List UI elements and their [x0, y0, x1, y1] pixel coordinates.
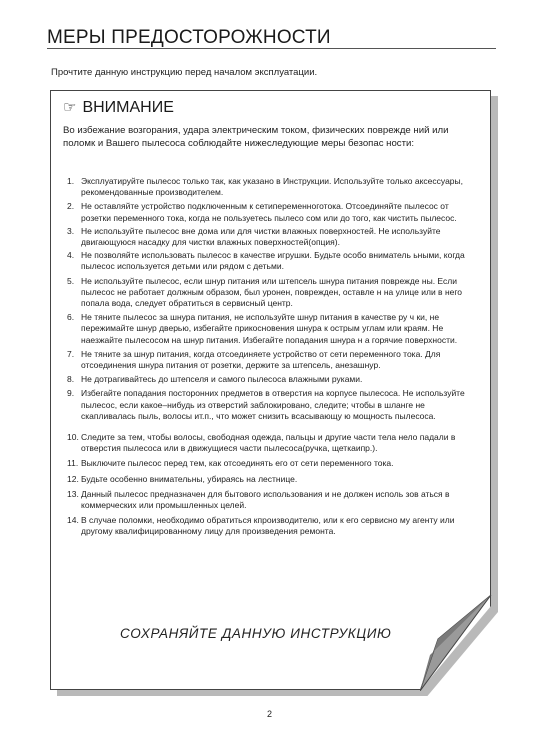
item-number: 14. — [67, 515, 79, 526]
item-text: Не тяните за шнур питания, когда отсоединяете устройство от сети переменного тока. Для отсоединения шнура питания от розетки, держите за штепсель, анезашнур. — [81, 348, 441, 371]
item-number: 12. — [67, 473, 79, 484]
warning-heading-label: ВНИМАНИЕ — [82, 99, 174, 116]
item-number: 10. — [67, 432, 79, 443]
item-number: 5. — [67, 275, 75, 286]
item-number: 9. — [67, 388, 75, 399]
list-item — [67, 388, 477, 422]
list-item — [67, 515, 477, 537]
title-rule — [47, 48, 496, 49]
list-item — [67, 250, 477, 272]
item-text: Выключите пылесос перед тем, как отсоединять его от сети переменного тока. — [81, 458, 394, 469]
intro-text: Прочтите данную инструкцию перед началом эксплуатации. — [51, 67, 318, 78]
list-item — [67, 276, 477, 310]
item-number: 2. — [67, 201, 75, 212]
list-item — [67, 374, 477, 385]
item-text: Избегайте попадания посторонних предметов в отверстия на корпусе пылесоса. Не используйте пылесос, если какое–нибудь из отверстий заблокировано, следите; чтобы в шланге не скапливалась пыль, волосы ит.п., что может снизить всасывающу ю мощность пылесоса. — [81, 388, 465, 421]
item-text: Эксплуатируйте пылесос только так, как указано в Инструкции. Используйте только аксессуары, рекомендованные производителем. — [81, 176, 463, 198]
item-number: 8. — [67, 374, 75, 385]
save-instructions-note: СОХРАНЯЙТЕ ДАННУЮ ИНСТРУКЦИЮ — [120, 626, 392, 641]
list-item — [67, 312, 477, 346]
page-number: 2 — [267, 709, 273, 719]
item-text: Не оставляйте устройство подключенным к сетипеременноготока. Отсоединяйте пылесос от розетки переменного тока, когда не пользуетесь пылесо сом или до того, как чистить пылесос. — [81, 201, 457, 223]
item-text: Данный пылесос предназначен для бытового использования и не должен исполь зов аться в коммерческих или промышленных целей. — [81, 488, 450, 511]
item-number: 4. — [67, 250, 75, 261]
list-item — [67, 349, 477, 371]
list-item — [67, 201, 477, 223]
item-number: 13. — [67, 488, 79, 499]
item-text: Не используйте пылесос, если шнур питания или штепсель шнура питания поврежде ны. Если пылесос не работает должным образом, был уронен, поврежден, оставле н на улице или в него попала вода, следует обратиться в сервисный центр. — [81, 275, 463, 309]
list-item — [67, 226, 477, 248]
item-number: 1. — [67, 176, 75, 186]
list-item — [67, 458, 477, 469]
item-number: 6. — [67, 312, 75, 323]
precautions-list — [67, 176, 477, 538]
page-curl-icon — [420, 595, 492, 691]
item-text: Не позволяйте использовать пылесос в качестве игрушки. Будьте особо вниматель ьными, когда пылесос используется детьми или рядом с детьми. — [81, 250, 465, 272]
list-item — [67, 432, 477, 454]
item-text: Будьте особенно внимательны, убираясь на лестнице. — [81, 473, 298, 484]
list-item — [67, 474, 477, 485]
item-text: Не используйте пылесос вне дома или для чистки влажных поверхностей. Не используйте двигающуюся насадку для чистки влажных поверхностей(опция). — [81, 225, 441, 248]
list-item — [67, 176, 477, 198]
item-number: 7. — [67, 348, 75, 359]
item-text: Не дотрагивайтесь до штепселя и самого пылесоса влажными руками. — [81, 374, 363, 385]
list-item — [67, 489, 477, 511]
item-number: 3. — [67, 225, 75, 236]
page-title: МЕРЫ ПРЕДОСТОРОЖНОСТИ — [47, 27, 331, 48]
item-text: Следите за тем, чтобы волосы, свободная одежда, пальцы и другие части тела нело падали в отверстия пылесоса или в движущиеся части пылесоса(ручка, щеткаипр.). — [81, 432, 456, 454]
warning-text: Во избежание возгорания, удара электрическим током, физических поврежде ний или поломк и Вашего пылесоса соблюдайте нижеследующие меры безопас ности: — [63, 125, 449, 149]
item-text: Не тяните пылесос за шнура питания, не используйте шнур питания в качестве ру ч ки, не пережимайте шнур дверью, избегайте прикосновения шнура к острым углам или краям. Не наезжайте пылесосом на шнур питания. Избегайте попадания шнура н а горячие поверхности. — [81, 312, 458, 345]
item-text: В случае поломки, необходимо обратиться кпроизводителю, или к его сервисно му агенту или другому квалифицированному лицу для произведения ремонта. — [81, 515, 455, 537]
warning-heading — [63, 98, 174, 117]
pointing-hand-icon: ☞ — [63, 99, 77, 116]
item-number: 11. — [67, 458, 79, 469]
